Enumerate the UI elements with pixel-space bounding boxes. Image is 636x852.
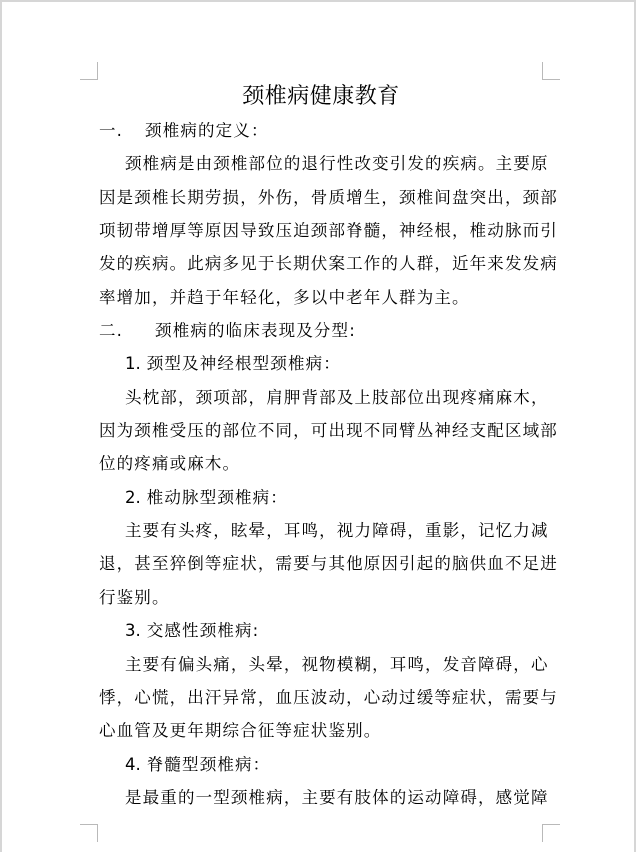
paragraph-line: 退，甚至猝倒等症状，需要与其他原因引起的脑供血不足进 (99, 554, 558, 574)
paragraph-line: 位的疼痛或麻木。 (99, 454, 241, 474)
section-heading (99, 314, 543, 347)
list-number: 2. (125, 487, 141, 507)
subsection-heading (99, 481, 543, 514)
top-right-margin-mark (542, 62, 560, 80)
document-title: 颈椎病健康教育 (242, 84, 400, 109)
section-heading-text: 颈椎病的定义： (145, 121, 269, 140)
paragraph-line: 颈椎病是由颈椎部位的退行性改变引发的疾病。主要原 (125, 154, 549, 174)
list-number: 3. (125, 621, 141, 641)
section-heading-text: 颈椎病的临床表现及分型: (155, 321, 356, 341)
document-body[interactable] (99, 80, 558, 814)
bottom-right-margin-mark (542, 824, 560, 842)
paragraph-line: 是最重的一型颈椎病，主要有肢体的运动障碍，感觉障 (125, 787, 549, 807)
list-number: 1. (125, 354, 141, 374)
section-heading (99, 114, 543, 147)
paragraph-line: 项韧带增厚等原因导致压迫颈部脊髓，神经根，椎动脉而引 (99, 221, 558, 241)
paragraph-line: 因为颈椎受压的部位不同，可出现不同臂丛神经支配区域部 (99, 421, 558, 441)
paragraph-line: 心血管及更年期综合征等症状鉴别。 (99, 721, 382, 741)
paragraph-line: 率增加，并趋于年轻化，多以中老年人群为主。 (99, 287, 470, 307)
paragraph-line: 头枕部，颈项部，肩胛背部及上肢部位出现疼痛麻木， (125, 387, 549, 407)
paragraph-line: 主要有头疼，眩晕，耳鸣，视力障碍，重影，记忆力减 (125, 521, 549, 541)
paragraph-line: 悸，心慌，出汗异常，血压波动，心动过缓等症状，需要与 (99, 687, 558, 707)
section-number: 二. (99, 321, 124, 341)
paragraph-line: 发的疾病。此病多见于长期伏案工作的人群，近年来发发病 (99, 254, 558, 274)
section-number: 一. (99, 121, 124, 140)
paragraph-line: 行鉴别。 (99, 587, 170, 607)
list-number: 4. (125, 754, 141, 774)
top-left-margin-mark (80, 62, 98, 80)
subsection-heading-text: 脊髓型颈椎病： (146, 754, 271, 774)
subsection-heading (99, 347, 543, 380)
subsection-heading (99, 748, 543, 781)
bottom-left-margin-mark (80, 824, 98, 842)
paragraph-line: 主要有偏头痛，头晕，视物模糊，耳鸣，发音障碍，心 (125, 654, 549, 674)
paragraph-line: 因是颈椎长期劳损，外伤，骨质增生，颈椎间盘突出，颈部 (99, 187, 558, 207)
subsection-heading-text: 椎动脉型颈椎病： (146, 487, 288, 507)
subsection-heading (99, 614, 543, 647)
subsection-heading-text: 颈型及神经根型颈椎病： (146, 354, 341, 374)
subsection-heading-text: 交感性颈椎病: (146, 621, 260, 641)
